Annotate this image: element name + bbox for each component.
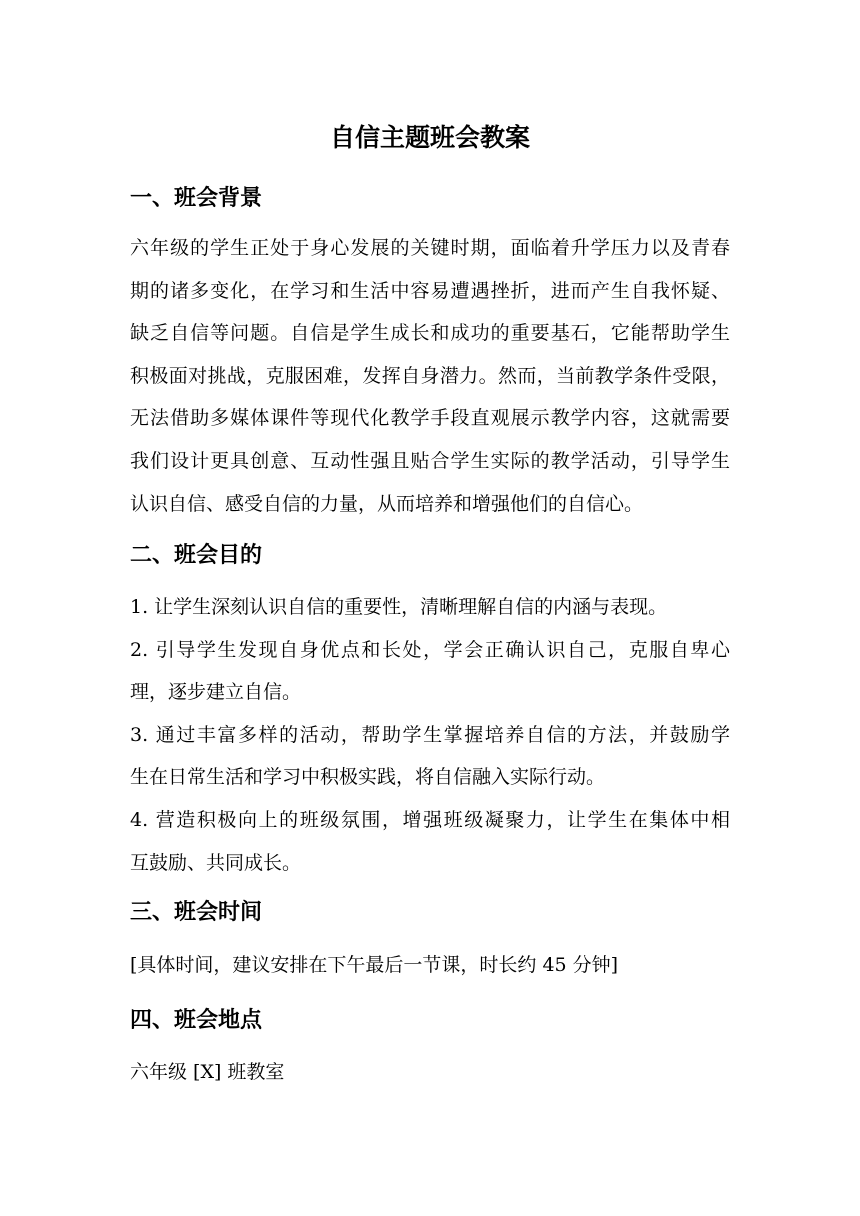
background-paragraph — [130, 227, 730, 525]
paragraph-line: 积极面对挑战，克服困难，发挥自身潜力。然而，当前教学条件受限， — [130, 364, 730, 387]
paragraph-line: 期的诸多变化，在学习和生活中容易遭遇挫折，进而产生自我怀疑、 — [130, 279, 730, 302]
section-heading-background: 一、班会背景 — [130, 186, 263, 211]
paragraph-line: 认识自信、感受自信的力量，从而培养和增强他们的自信心。 — [130, 492, 644, 515]
paragraph-line: 六年级的学生正处于身心发展的关键时期，面临着升学压力以及青春 — [130, 237, 730, 259]
list-item-line: 生在日常生活和学习中积极实践，将自信融入实际行动。 — [130, 766, 606, 789]
list-item-line: 1. 让学生深刻认识自信的重要性，清晰理解自信的内涵与表现。 — [130, 596, 668, 618]
section-heading-time: 三、班会时间 — [130, 900, 263, 925]
list-item-line: 2. 引导学生发现自身优点和长处，学会正确认识自己，克服自卑心 — [130, 638, 730, 661]
paragraph-line: 我们设计更具创意、互动性强且贴合学生实际的教学活动，引导学生 — [130, 449, 730, 472]
paragraph-line: 六年级 [X] 班教室 — [130, 1061, 285, 1083]
list-item-line: 互鼓励、共同成长。 — [130, 851, 302, 874]
document-title: 自信主题班会教案 — [329, 123, 530, 152]
paragraph-line: 缺乏自信等问题。自信是学生成长和成功的重要基石，它能帮助学生 — [130, 322, 730, 345]
list-item — [130, 629, 730, 714]
location-paragraph — [130, 1051, 730, 1094]
time-paragraph — [130, 944, 730, 987]
list-item — [130, 799, 730, 884]
paragraph-line: 无法借助多媒体课件等现代化教学手段直观展示教学内容，这就需要 — [130, 407, 730, 430]
list-item — [130, 714, 730, 799]
list-item-line: 4. 营造积极向上的班级氛围，增强班级凝聚力，让学生在集体中相 — [130, 808, 730, 831]
list-item-line: 3. 通过丰富多样的活动，帮助学生掌握培养自信的方法，并鼓励学 — [130, 723, 730, 746]
paragraph-line: [具体时间，建议安排在下午最后一节课，时长约 45 分钟] — [130, 954, 619, 976]
list-item — [130, 586, 730, 629]
list-item-line: 理，逐步建立自信。 — [130, 681, 302, 704]
purpose-list — [130, 586, 730, 884]
section-heading-purpose: 二、班会目的 — [130, 543, 263, 568]
section-heading-location: 四、班会地点 — [130, 1008, 263, 1033]
